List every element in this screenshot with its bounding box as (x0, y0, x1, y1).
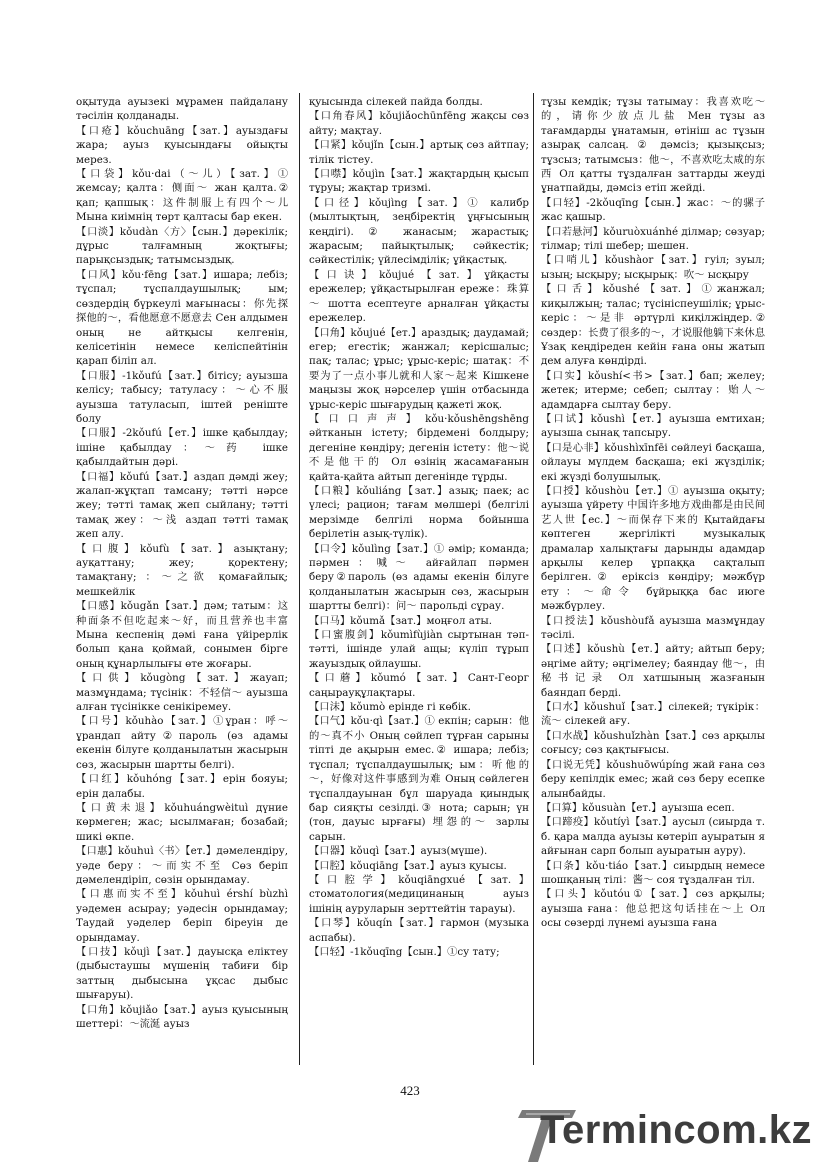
dictionary-entry: 【口蜜腹剑】kǒumìfùjiàn сыртынан тәп-тәтті, ішінде улай ащы; күліп тұрып жауыздық ойлаушы. (309, 629, 529, 670)
dictionary-entry: 【口腹】kǒufù【зат.】азықтану; ауқаттану; жеу; қоректену; тамақтану; ：～之欲 қомағайлық; мешкейлік (76, 542, 288, 598)
dictionary-entry: 【口福】kǒufú【зат.】аздап дәмді жеу; жалап-жұқтап тамсану; тәтті нәрсе жеу; тәтті тамақ жеп сыйлану; тәтті тамақ жеу：～浅 аздап тәтті тамақ жеп алу. (76, 470, 288, 541)
dictionary-entry: 【口沫】kǒumò ерінде гі көбік. (309, 701, 471, 714)
dictionary-entry: 【口角】kǒujué【ет.】араздық; даудамай; егер; егестік; жанжал; керісшалыс; пақ; талас; ұрыс; ұрыс-керіс; шатақ：不要为了一点小事儿就和人家～起来 Кішкене маңызы жоқ нәрселер үшін отбасында ұрыс-керіс шығарудың қажеті жоқ. (309, 326, 529, 411)
dictionary-entry: 【口琴】kǒuqín【зат.】гармон (музыка аспабы). (309, 917, 529, 944)
dictionary-entry: 【口袋】kǒu·dai（～儿）【зат.】① жемсау; қалта：侧面～ жан қалта.② қап; қапшық：这件制服上有四个～儿 Мына киімнің төрт қалтасы бар екен. (76, 168, 288, 224)
dictionary-entry: 【口水战】kǒushuǐzhàn【зат.】сөз арқылы соғысу; сөз қақтығысы. (541, 729, 765, 757)
dictionary-entry: 【口惠】kǒuhuì〈书〉【ет.】дәмелендіру, уәде беру：～而实不至 Сөз беріп дәмелендіріп, сөзін орындамау. (76, 845, 288, 886)
dictionary-entry: 【口说无凭】kǒushuōwúpíng жай ғана сөз беру кепілдік емес; жай сөз беру есепке алынбайды. (541, 758, 765, 800)
dictionary-entry: 【口蹄疫】kǒutíyì【зат.】аусыл (сиырда т. б. қара малда ауызы көтеріп ауыратын я айғынан сарп болып ауыратын ауру). (541, 816, 765, 858)
column-divider-right (533, 93, 534, 1065)
dictionary-entry: 【口粮】kǒuliáng【зат.】азық; паек; ас үлесі; рацион; тағам мөлшері (белгілі мерзімде белгілі норма бойынша берілетін азық-түлік). (309, 484, 529, 541)
site-logo (518, 1102, 818, 1164)
column-divider-left (299, 93, 300, 1065)
dictionary-entry: 【口风】kǒu·fēng【зат.】ишара; лебіз; тұспал; тұспалдаушылық; ым; сөздердің бүркеулі мағынасы：你先探探他的～，看他愿意不愿意去 Сен алдымен оның не айтқысы келгенін, келісетінін немесе келіспейтінін қарап біліп ал. (76, 268, 288, 368)
dictionary-entry: 【口惠而实不至】kǒuhuì érshí bùzhì уәдемен асырау; уәдесін орындамау; Таудай уәделер беріп біреуін де орындамау. (76, 888, 288, 944)
dictionary-entry: 【口是心非】kǒushìxīnfēi сөйлеуі басқаша, ойлауы мүлдем басқаша; екі жүзділік; екі жүзді болушылық. (541, 441, 765, 483)
dictionary-entry: 【口诀】kǒujué【зат.】ұйқасты ережелер; ұйқастырылған ереже：珠算～ шотта есептеуге арналған ұйқасты ережелер. (309, 268, 529, 325)
dictionary-entry: 【口号】kǒuhào【зат.】①ұран：呼～ ұрандап айту②пароль (өз адамы екенін білуге қолданылатын жасырын сөз, жасырын шартты белгі). (76, 715, 288, 771)
dictionary-entry: 【口腔】kǒuqiāng【зат.】ауыз қуысы. (309, 859, 507, 872)
dictionary-entry: 【口头】kǒutóu①【зат.】сөз арқылы; ауызша ғана：他总把这句话挂在～上 Ол осы сөзерді лүнемі ауызша ғана (541, 888, 765, 930)
dictionary-entry: 【口试】kǒushì【ет.】ауызша емтихан; ауызша сынақ тапсыру. (541, 412, 765, 440)
dictionary-entry: қуысында сілекей пайда болды. (309, 96, 483, 108)
dictionary-entry: 【口角春风】kǒujiǎochūnfēng жақсы сөз айту; мақтау. (309, 110, 529, 137)
dictionary-entry: тұзы кемдік; тұзы татымау：我喜欢吃～的，请你少放点儿盐 Мен тұзы аз тағамдарды ұнатамын, өтініш ас тұзын азырақ салсаң. ② дәмсіз; қызықсыз; тұзсыз; татымсыз：他～，不喜欢吃太咸的东西 Ол қатты тұздалған заттарды жеуді ұнатпайды, дәмсіз етіп жейді. (541, 96, 765, 195)
dictionary-entry: 【口器】kǒuqì【зат.】ауыз(мүше). (309, 845, 488, 858)
dictionary-entry: 【口蘑】kǒumó【зат.】Сант-Георг саңырауқұлақтары. (309, 672, 529, 699)
dictionary-entry: 【口述】kǒushù【ет.】айту; айтып беру; әңгіме айту; әңгімелеу; баяндау 他～，由秘书记录 Ол хатшының жазғанын баяндап берді. (541, 643, 765, 699)
dictionary-entry: 【口令】kǒulìng【зат.】① әмір; команда; пәрмен：喊～ айғайлап пәрмен беру②пароль (өз адамы екенін білуге қолданылатын жасырын сөз, жасырын шартты белгі)：问～ парольді сұрау. (309, 542, 529, 613)
dictionary-entry: 【口供】kǒugòng【зат.】жауап; мазмұндама; түсінік：不轻信～ ауызша алған түсінікке сенікіремеу. (76, 672, 288, 714)
dictionary-entry: 【口噤】kǒujìn【зат.】жақтардың қысып тұруы; жақтар тризмі. (309, 168, 529, 195)
dictionary-entry: 【口紧】kǒujǐn【сын.】артық сөз айтпау; тілік тістеу. (309, 139, 529, 166)
dictionary-entry: 【口算】kǒusuàn【ет.】ауызша есеп. (541, 801, 735, 814)
dictionary-entry: 【口口声声】kǒu·kǒushēngshēng әйтканын істету; бірдемені болдыру; дегеніне көндіру; дегенін істету：他～说不是他干的 Ол өзінің жасамағанын қайта-қайта айтып дегенінде тұрды. (309, 412, 529, 483)
dictionary-entry: 【口实】kǒushí<书>【зат.】бап; желеу; жетек; итерме; себеп; сылтау：贻人～ адамдарға сылтау беру. (541, 369, 765, 411)
dictionary-entry: 【口轻】-2kǒuqīng【сын.】жас：～的骡子 жас қашыр. (541, 196, 765, 224)
dictionary-entry: 【口疮】kǒuchuāng【зат.】ауыздағы жара; ауыз қуысындағы ойықты мерез. (76, 124, 288, 166)
column-left (76, 95, 288, 1065)
dictionary-entry: 【口服】-1kǒufú【зат.】бітісу; ауызша келісу; табысу; татуласу：～心不服 ауызша татуласып, іштей реніште болу (76, 369, 288, 425)
dictionary-entry: 【口马】kǒumǎ【зат.】моңғол аты. (309, 614, 492, 627)
logo-text: Termincom.kz (540, 1108, 812, 1152)
dictionary-entry: 【口授法】kǒushòufǎ ауызша мазмұндау тәсілі. (541, 614, 765, 642)
dictionary-entry: 【口轻】-1kǒuqīng【сын.】①су тату; (309, 945, 500, 958)
dictionary-entry: 【口红】kǒuhóng【зат.】ерін бояуы; ерін далабы. (76, 773, 288, 800)
dictionary-entry: оқытуда ауызекі мұрамен пайдалану тәсілін қолданады. (76, 96, 288, 123)
dictionary-entry: 【口角】kǒujiǎo【зат.】ауыз қуысының шеттері：～流涎 ауыз (76, 1003, 288, 1030)
dictionary-entry: 【口径】kǒujìng【зат.】① калибр (мылтықтың, зеңбіректің ұңғысының кеңдігі). ② жанасым; жарастық; жарасым; пайықтылық; сәйкестік; сәйкестілік; үйлесімділік; ұйқастық. (309, 196, 529, 267)
dictionary-entry: 【口授】kǒushòu【ет.】① ауызша оқыту; ауызша үйрету 中国许多地方戏曲都是由民间艺人世【ес.】～而保存下来的 Қытайдағы көптеген жергілікті музыкалық драмалар халықтағы дарынды адамдар арқылы келер ұрпаққа сақталып берілген.② еріксіз көндіру; мәжбүр ету：～命令 бұйрыққа бас июге мәжбүрлеу. (541, 484, 765, 613)
column-right (541, 95, 765, 1065)
page-number: 423 (400, 1083, 420, 1098)
dictionary-entry: 【口哨儿】kǒushàor【зат.】гуіл; зуыл; ызың; ысқыру; ысқырық：吹～ ысқыру (541, 254, 765, 281)
dictionary-entry: 【口气】kǒu·qì【зат.】① екпін; сарын：他的～真不小 Оның сөйлеп тұрған сарыны тіпті де ақырын емес.② ишара; лебіз; тұспал; тұспалдаушылық; ым：听他的～，好像对这件事感到为难 Оның сөйлеген тұспалдауынан бұл шаруада қиындық бар сияқты сезілді.③ нота; сарын; үн (тон, дауыс ырғағы) 埋怨的～ зарлы сарын. (309, 715, 529, 843)
dictionary-entry: 【口水】kǒushuǐ【зат.】сілекей; түкірік：流～ сілекей ағу. (541, 701, 765, 728)
dictionary-entry: 【口若悬河】kǒuruòxuánhé ділмар; сөзуар; тілмар; тілі шебер; шешен. (541, 225, 765, 253)
dictionary-entry: 【口舌】kǒushé【зат.】①жанжал; киқылжың; талас; түсініспеушілік; ұрыс-керіс：～是非 әртүрлі киқілжіңдер.② сөздер：长费了很多的～，才说服他躺下来休息 Ұзақ кеңдіреден кейін ғана оны жатып дем алуға көндірді. (541, 283, 765, 368)
dictionary-entry: 【口腔学】kǒuqiāngxué【зат.】стоматология(медицинаның ауыз ішінің ауруларын зерттейтін тарауы). (309, 873, 529, 915)
dictionary-entry: 【口感】kǒugǎn【зат.】дәм; татым：这种面条不但吃起来～好，而且营养也丰富 Мына кеспенің дәмі ғана үйірерлік болып қана қоймай, сонымен бірге оның құнарлылығы өте жоғары. (76, 600, 288, 670)
dictionary-entry: 【口技】kǒujì【зат.】дауысқа еліктеу (дыбыстаушы мүшенің табиғи бір заттың дыбысына ұқсас дыбыс шығаруы). (76, 945, 288, 1002)
column-middle (309, 95, 529, 1065)
dictionary-entry: 【口条】kǒu·tiáo【зат.】сиырдың немесе шошқаның тілі：酱～ соя тұздалған тіл. (541, 859, 765, 886)
dictionary-entry: 【口淡】kǒudàn〈方〉【сын.】дәрекілік; дұрыс талғамның жоқтығы; парықсыздық; татымсыздық. (76, 225, 288, 267)
dictionary-entry: 【口黄未退】kǒuhuángwèituì дүние көрмеген; жас; ысылмаған; бозабай; шикі өкпе. (76, 801, 288, 843)
dictionary-entry: 【口服】-2kǒufú【ет.】ішке қабылдау; ішіне қабылдау：～药 ішке қабылдайтын дәрі. (76, 427, 288, 469)
